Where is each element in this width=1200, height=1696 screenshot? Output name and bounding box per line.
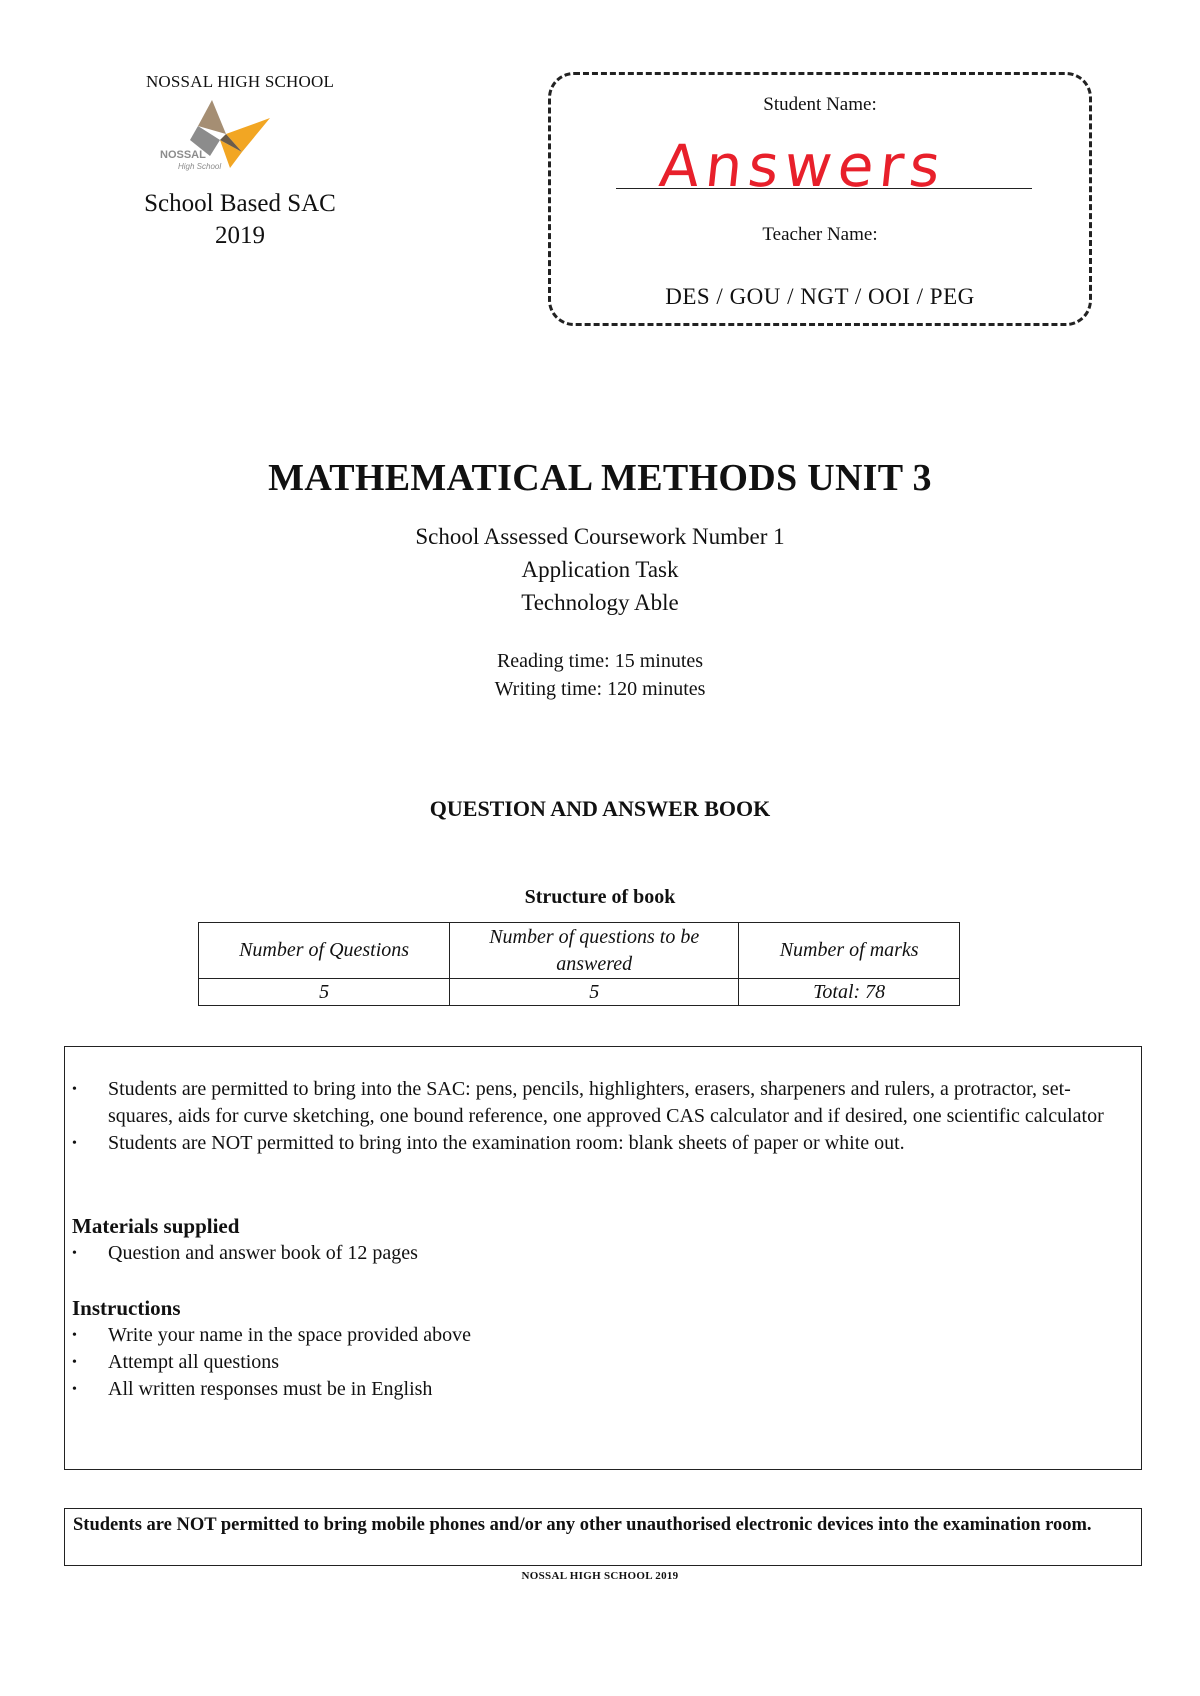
list-item: • Students are NOT permitted to bring into the examination room: blank sheets of paper or white out.: [72, 1130, 1132, 1157]
structure-value-row: [199, 979, 960, 1006]
structure-header-row: [199, 923, 960, 979]
instructions-list: [72, 1322, 1132, 1403]
sac-title: [110, 188, 370, 252]
structure-heading: Structure of book: [524, 886, 676, 908]
task-type: Application Task: [521, 557, 679, 582]
structure-table: [198, 922, 960, 1006]
permitted-items-list: [72, 1076, 1132, 1157]
qa-book-heading: QUESTION AND ANSWER BOOK: [429, 796, 771, 821]
school-logo: [150, 96, 290, 176]
reading-time: Reading time: 15 minutes: [496, 650, 704, 672]
materials-heading: Materials supplied: [72, 1214, 240, 1238]
list-item: • Question and answer book of 12 pages: [72, 1240, 1132, 1267]
logo-text-main: NOSSAL: [160, 149, 206, 161]
list-item: • Students are permitted to bring into the SAC: pens, pencils, highlighters, erasers, sharpeners and rulers, a protractor, set-squares, aids for curve sketching, one bound reference, one approved CAS calculator and if desired, one scientific calculator: [72, 1076, 1132, 1130]
student-name-label: Student Name:: [763, 94, 877, 115]
school-name: NOSSAL HIGH SCHOOL: [145, 72, 335, 91]
value-number-of-questions: 5: [199, 979, 450, 1006]
instructions-content: [72, 1076, 1132, 1403]
value-total-marks: Total: 78: [739, 979, 960, 1006]
header-number-of-questions: Number of Questions: [199, 923, 450, 979]
writing-time: Writing time: 120 minutes: [494, 678, 706, 700]
list-item: • Attempt all questions: [72, 1349, 1132, 1376]
coursework-number: School Assessed Coursework Number 1: [415, 524, 785, 549]
sac-line: School Based SAC: [144, 190, 336, 217]
logo-text-sub: High School: [178, 162, 222, 171]
sac-year: 2019: [215, 222, 265, 249]
page-title: MATHEMATICAL METHODS UNIT 3: [268, 457, 932, 499]
materials-list: [72, 1240, 1132, 1267]
technology-status: Technology Able: [521, 590, 679, 615]
header-number-of-marks: Number of marks: [739, 923, 960, 979]
teacher-name-label: Teacher Name:: [762, 224, 878, 245]
teacher-codes: DES / GOU / NGT / OOI / PEG: [665, 284, 975, 309]
value-questions-to-answer: 5: [450, 979, 739, 1006]
list-item: • Write your name in the space provided above: [72, 1322, 1132, 1349]
instructions-heading: Instructions: [72, 1296, 181, 1320]
device-warning: Students are NOT permitted to bring mobile phones and/or any other unauthorised electronic devices into the examination room.: [64, 1508, 1142, 1566]
student-name-line: [616, 188, 1032, 189]
page-footer: NOSSAL HIGH SCHOOL 2019: [521, 1570, 679, 1582]
student-name-handwritten: Answers: [656, 132, 950, 200]
header-questions-to-answer: Number of questions to be answered: [450, 923, 739, 979]
list-item: • All written responses must be in English: [72, 1376, 1132, 1403]
